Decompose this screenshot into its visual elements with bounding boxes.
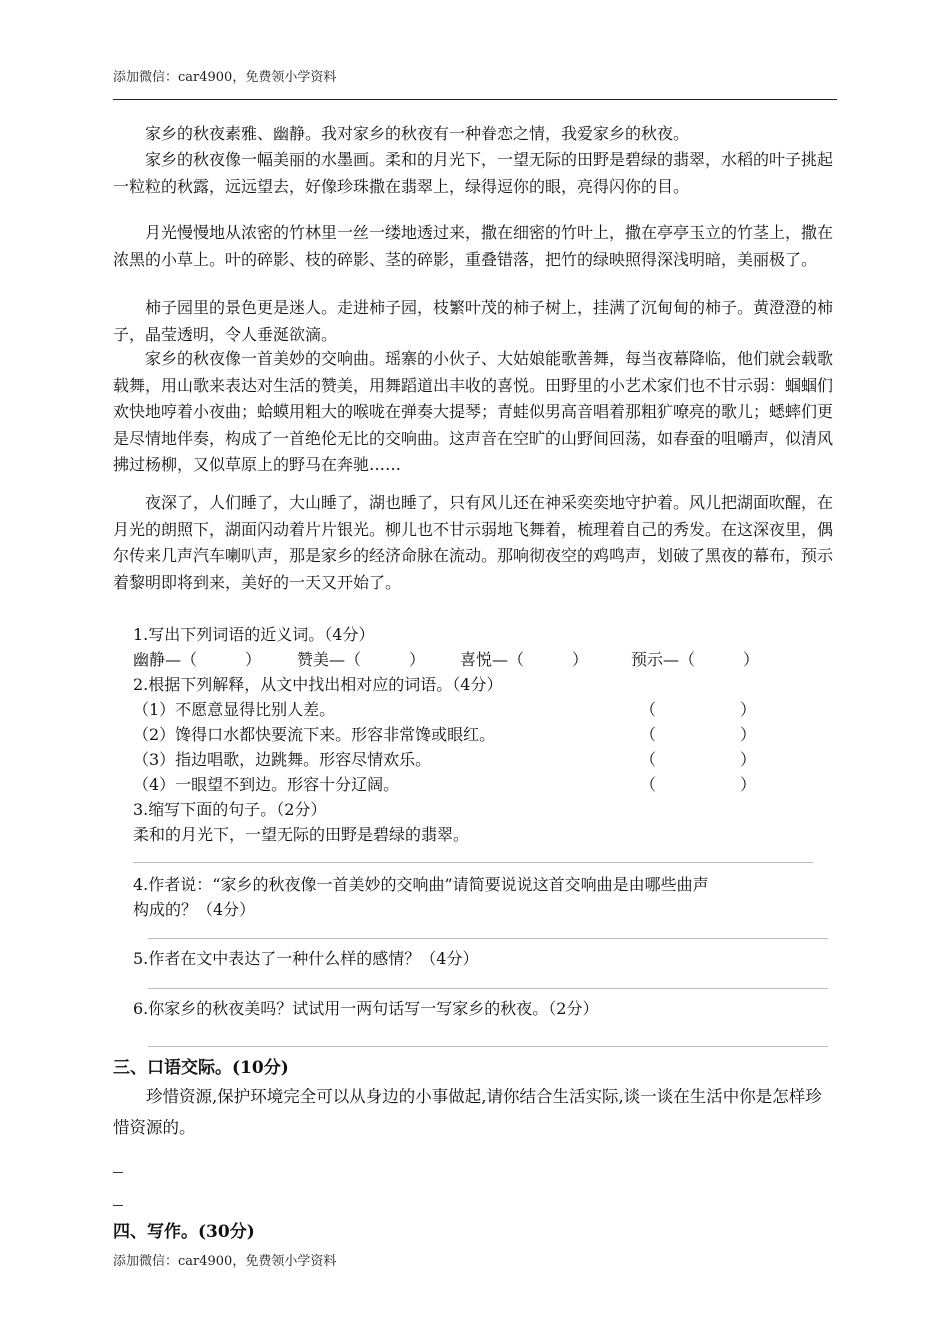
passage-paragraph-4: 柿子园里的景色更是迷人。走进柿子园，枝繁叶茂的柿子树上，挂满了沉甸甸的柿子。黄澄澄的柿子，晶莹透明，令人垂涎欲滴。 xyxy=(113,298,834,344)
page-header-note: 添加微信：car4900，免费领小学资料 xyxy=(113,70,337,85)
synonym-item-3: 喜悦—（ ） xyxy=(460,650,589,669)
question-1: 1.写出下列词语的近义词。（4分） xyxy=(133,625,375,644)
passage-paragraph-6: 夜深了，人们睡了，大山睡了，湖也睡了，只有风儿还在神采奕奕地守护着。风儿把湖面吹醒，在月光的朗照下，湖面闪动着片片银光。柳儿也不甘示弱地飞舞着，梳理着自己的秀发。在这深夜里，偶尔传来几声汽车喇叭声，那是家乡的经济命脉在流动。那响彻夜空的鸡鸣声，划破了黑夜的幕布，预示着黎明即将到来，美好的一天又开始了。 xyxy=(113,493,834,592)
answer-line-oral-2[interactable] xyxy=(113,1205,123,1206)
question-4-line-1: 4.作者说：“家乡的秋夜像一首美妙的交响曲”请简要说说这首交响曲是由哪些曲声 xyxy=(133,875,709,894)
question-6: 6.你家乡的秋夜美吗？试试用一两句话写一写家乡的秋夜。（2分） xyxy=(133,999,599,1018)
section-3-prompt: 珍惜资源,保护环境完全可以从身边的小事做起,请你结合生活实际,谈一谈在生活中你是怎样珍惜资源的。 xyxy=(113,1087,822,1137)
definition-item-3: （3）指边唱歌，边跳舞。形容尽情欢乐。 xyxy=(133,750,432,769)
answer-line-q4[interactable] xyxy=(148,938,828,939)
answer-line-q6[interactable] xyxy=(148,1046,828,1047)
question-3-sentence: 柔和的月光下，一望无际的田野是碧绿的翡翠。 xyxy=(133,825,470,844)
page-footer-note: 添加微信：car4900，免费领小学资料 xyxy=(113,1254,337,1269)
passage-paragraph-3: 月光慢慢地从浓密的竹林里一丝一缕地透过来，撒在细密的竹叶上，撒在亭亭玉立的竹茎上，撒在浓黑的小草上。叶的碎影、枝的碎影、茎的碎影，重叠错落，把竹的绿映照得深浅明暗，美丽极了。 xyxy=(113,223,834,269)
passage-paragraph-1: 家乡的秋夜素雅、幽静。我对家乡的秋夜有一种眷恋之情，我爱家乡的秋夜。 xyxy=(145,124,690,143)
definition-item-2: （2）馋得口水都快要流下来。形容非常馋或眼红。 xyxy=(133,725,496,744)
answer-line-q3[interactable] xyxy=(133,862,813,863)
answer-blank-2[interactable]: （ ） xyxy=(640,725,756,744)
question-5: 5.作者在文中表达了一种什么样的感情？（4分） xyxy=(133,949,479,968)
answer-line-oral-1[interactable] xyxy=(113,1172,123,1173)
synonym-item-1: 幽静—（ ） xyxy=(133,650,262,669)
header-divider xyxy=(113,99,837,100)
section-3-title: 三、口语交际。(10分) xyxy=(113,1058,289,1078)
section-4-title: 四、写作。(30分) xyxy=(113,1222,255,1242)
definition-item-4: （4）一眼望不到边。形容十分辽阔。 xyxy=(133,775,400,794)
question-3: 3.缩写下面的句子。（2分） xyxy=(133,800,327,819)
answer-blank-3[interactable]: （ ） xyxy=(640,750,756,769)
answer-blank-4[interactable]: （ ） xyxy=(640,775,756,794)
synonym-item-4: 预示—（ ） xyxy=(631,650,760,669)
passage-paragraph-5: 家乡的秋夜像一首美妙的交响曲。瑶寨的小伙子、大姑娘能歌善舞，每当夜幕降临，他们就会载歌载舞，用山歌来表达对生活的赞美，用舞蹈道出丰收的喜悦。田野里的小艺术家们也不甘示弱：蝈蝈们欢快地哼着小夜曲；蛤蟆用粗大的喉咙在弹奏大提琴；青蛙似男高音唱着那粗犷嘹亮的歌儿；蟋蟀们更是尽情地伴奏，构成了一首绝伦无比的交响曲。这声音在空旷的山野间回荡，如春蚕的咀嚼声，似清风拂过杨柳，又似草原上的野马在奔驰…… xyxy=(113,349,834,474)
passage-paragraph-2: 家乡的秋夜像一幅美丽的水墨画。柔和的月光下，一望无际的田野是碧绿的翡翠，水稻的叶子挑起一粒粒的秋露，远远望去，好像珍珠撒在翡翠上，绿得逗你的眼，亮得闪你的目。 xyxy=(113,150,834,196)
question-2: 2.根据下列解释，从文中找出相对应的词语。（4分） xyxy=(133,675,503,694)
answer-blank-1[interactable]: （ ） xyxy=(640,700,756,719)
synonym-item-2: 赞美—（ ） xyxy=(297,650,426,669)
definition-item-1: （1）不愿意显得比别人差。 xyxy=(133,700,336,719)
answer-line-q5[interactable] xyxy=(148,988,828,989)
question-4-line-2: 构成的？（4分） xyxy=(133,900,256,919)
